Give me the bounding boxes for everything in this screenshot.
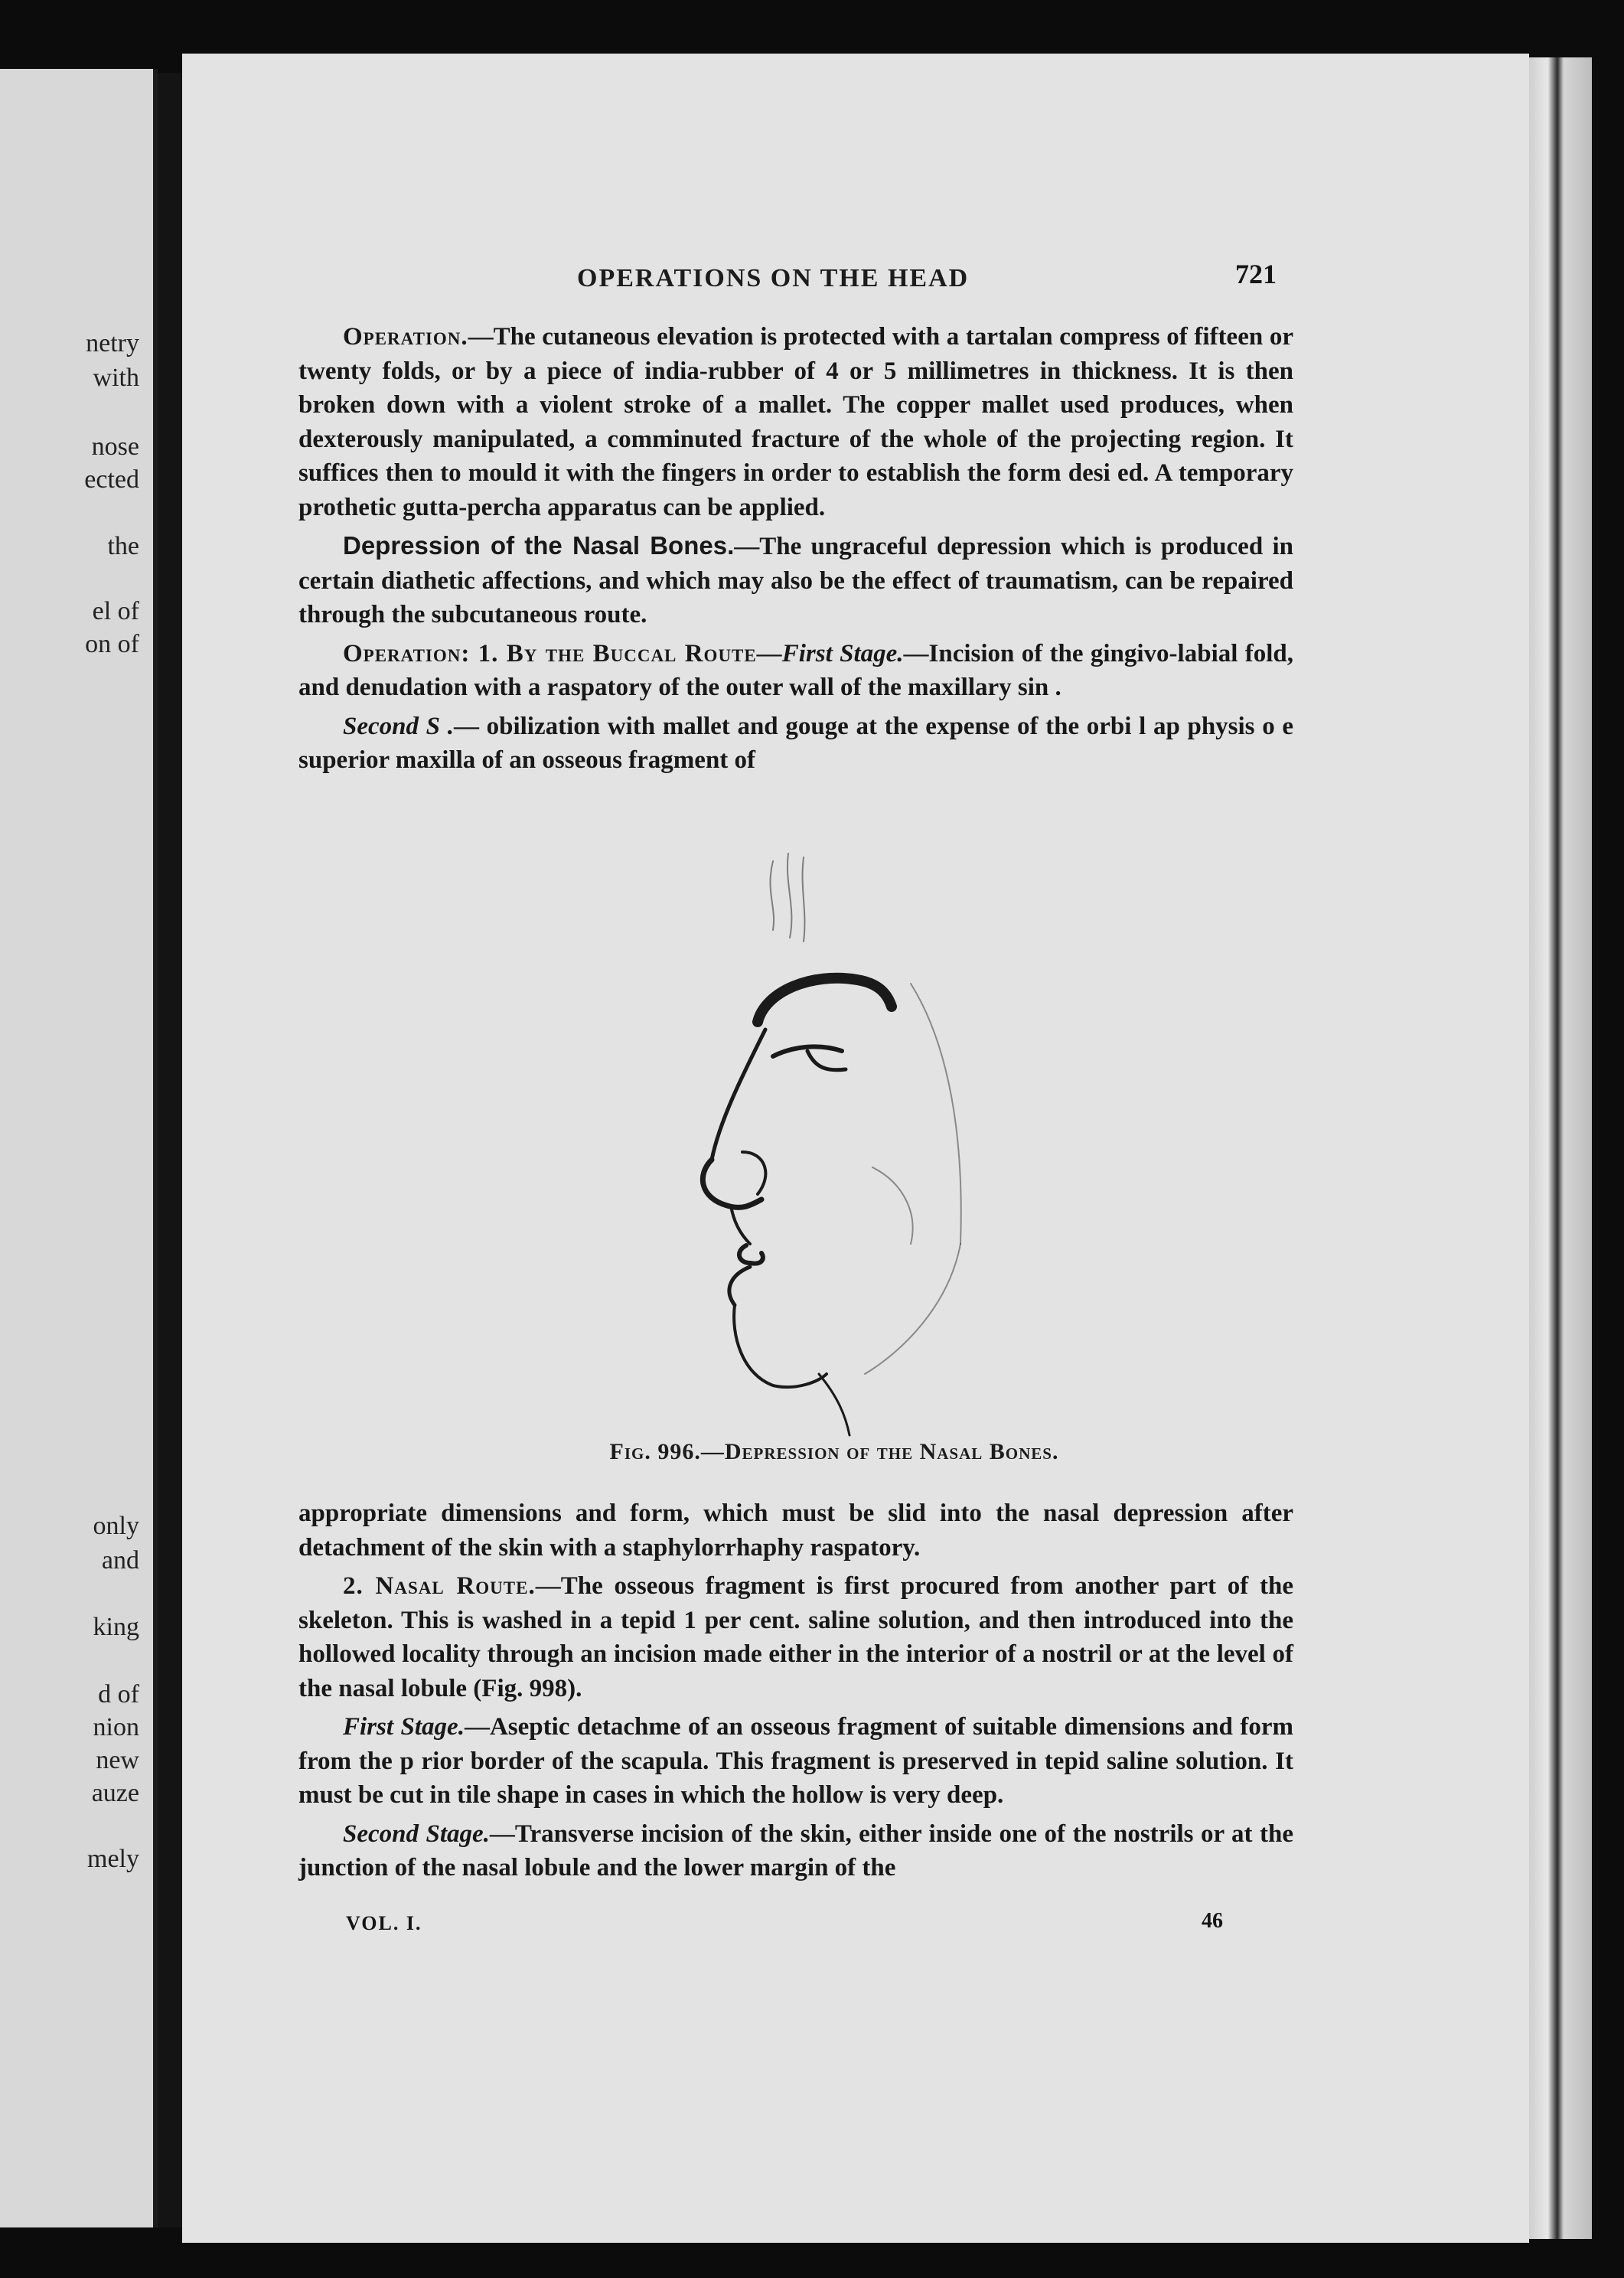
left-fragment: and [101, 1546, 139, 1575]
paragraph-body: —The ungraceful depression which is produced in certain diathetic affections, and which may also be the effect of traumatism, can be repaired through the subcutaneous route. [298, 533, 1293, 628]
run-in-label: Operation. [343, 323, 468, 351]
stage-label: Second S . [343, 712, 454, 740]
page-edge [1529, 57, 1592, 2239]
stage-label: Second Stage. [343, 1819, 490, 1848]
left-fragment: nion [93, 1713, 139, 1741]
left-fragment: d of [98, 1680, 139, 1708]
left-fragment: on of [85, 630, 139, 658]
profile-illustration [658, 846, 1026, 1443]
paragraph [298, 1496, 1293, 1565]
left-fragment: new [96, 1746, 139, 1774]
paragraph-body: —Aseptic detachme of an osseous fragment of suitable dimensions and form from the p rior border of the scapula. This fragment is preserved in tepid saline solution. It must be cut in tile shape in cases in which the hollow is very deep. [298, 1713, 1294, 1809]
left-fragment: el of [92, 597, 139, 625]
stage-label: —First Stage. [756, 639, 904, 667]
lower-text-block [298, 1496, 1293, 1890]
run-in-label: 2. Nasal Route. [343, 1572, 536, 1600]
paragraph [298, 1817, 1293, 1885]
stage-label: First Stage. [343, 1713, 465, 1741]
section-heading: Depression of the Nasal Bones. [343, 531, 735, 560]
run-in-label: Operation: 1. By the Buccal Route [343, 639, 757, 667]
paragraph-body: —Transverse incision of the skin, either inside one of the nostrils or at the junction of the nasal lobule and the lower margin of the [298, 1819, 1293, 1881]
page-number: 721 [1235, 259, 1277, 289]
left-fragment: ected [84, 465, 139, 494]
left-fragment: the [107, 532, 139, 560]
paragraph [298, 320, 1293, 524]
upper-text-block [298, 320, 1293, 782]
left-fragment: mely [87, 1845, 139, 1873]
paragraph [298, 710, 1293, 778]
left-fragment: auze [91, 1779, 139, 1807]
volume-mark: VOL. I. [346, 1912, 422, 1934]
left-page-fragment [0, 69, 158, 2227]
paragraph-body: —The osseous fragment is first procured from another part of the skeleton. This is washed in a tepid 1 per cent. saline solution, and then introduced into the hollowed locality through an incision made either in the interior of a nostril or at the level of the nasal lobule (Fig. 998). [298, 1572, 1293, 1702]
paragraph-body: —The cutaneous elevation is protected with a tartalan compress of fifteen or twenty folds, or by a piece of india-rubber of 4 or 5 millimetres in thickness. It is then broken down with a violent stroke of a mallet. The copper mallet used produces, when dexterously manipulated, a comminuted fracture of the whole of the projecting region. It suffices then to mould it with the fingers in order to establish the form desi ed. A temporary prothetic gutta-percha apparatus can be applied. [298, 323, 1293, 521]
left-fragment: only [93, 1512, 139, 1540]
signature-mark: 46 [1202, 1909, 1223, 1933]
paragraph-body: — obilization with mallet and gouge at the expense of the orbi l ap physis o e superior maxilla of an osseous fragment of [298, 712, 1294, 774]
paragraph-body: —Incision of the gingivo-labial fold, and denudation with a raspatory of the outer wall of the maxillary sin . [298, 639, 1293, 701]
left-fragment: with [93, 364, 139, 392]
left-fragment: king [93, 1613, 139, 1641]
figure-caption [520, 1439, 1148, 1465]
paragraph [298, 1710, 1293, 1813]
paragraph [298, 1569, 1293, 1705]
running-head: OPERATIONS ON THE HEAD [577, 264, 970, 292]
paragraph [298, 529, 1293, 632]
paragraph [298, 637, 1293, 705]
book-gutter [158, 73, 184, 2227]
left-fragment: netry [86, 329, 139, 357]
left-fragment: nose [91, 432, 139, 461]
caption-text: Fig. 996.—Depression of the Nasal Bones. [609, 1439, 1059, 1464]
paragraph-body: appropriate dimensions and form, which must be slid into the nasal depression after detachment of the skin with a staphylorrhaphy raspatory. [298, 1500, 1293, 1562]
